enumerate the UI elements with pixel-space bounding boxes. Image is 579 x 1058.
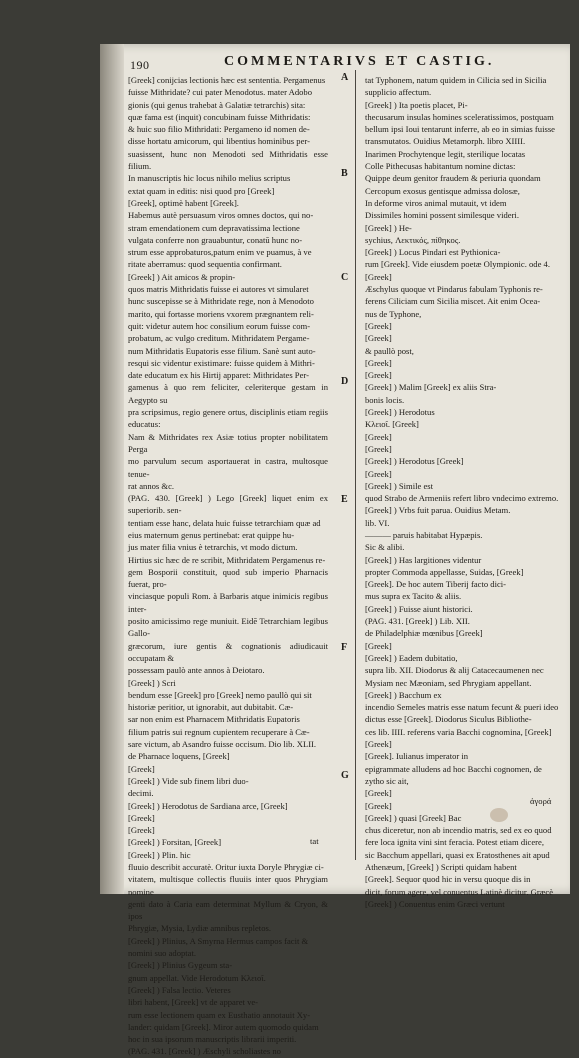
text-line: supplicio affectum. (365, 87, 432, 98)
text-line: bonis locis. (365, 394, 405, 405)
text-line: [Greek] ) Fuisse aiunt historici. (365, 603, 473, 614)
text-line: disse hortatu amicorum, qui libentius hominibus per- (128, 136, 310, 147)
text-line: fluuio describit accuratè. Oritur iuxta Doryle Phrygiæ ci- (128, 862, 324, 872)
margin-letter: D (341, 376, 349, 387)
text-line: tat Typhonem, natum quidem in Cilicia sed in Sicilia (365, 75, 547, 85)
text-line: Nam & Mithridates rex Asiæ totius propter nobilitatem Perga (128, 431, 328, 454)
text-line: filium patris sui regnum cupientem recuperare à Cæ- (128, 726, 310, 737)
text-line: posito amicissimo rege muniuit. Eidē Tetrarchiam legibus Gallo- (128, 616, 328, 639)
text-line: [Greek] ) Has largitiones videntur (365, 554, 482, 565)
text-line: [Greek] conijcias lectionis hæc est sententia. Pergamenus (128, 75, 326, 85)
text-line: Phrygiæ, Mysia, Lydiæ amnibus repletos. (128, 923, 271, 934)
margin-letter: A (341, 72, 349, 83)
text-line: [Greek] ) Plinius Gygeum sta- (128, 960, 233, 971)
text-line: græcorum, iure gentis & cognationis adiudicauit occupatam & (128, 640, 328, 663)
text-line: (PAG. 431. [Greek] ) Æschyli scholiastes no (128, 1046, 281, 1057)
text-line: libri habent, [Greek] vt de apparet ve- (128, 997, 259, 1008)
text-line: [Greek] ) Herodotus de Sardiana arce, [Greek] (128, 800, 288, 811)
text-line: rum esse lectionem quam ex Eusthatio annotauit Xy- (128, 1009, 311, 1020)
text-line: [Greek] ) Conuentus enim Græci vertunt (365, 898, 505, 909)
text-line: quos matris Mithridatis fuisse ei autores vt simularet (128, 284, 309, 295)
text-line: de Pharnace loquens, [Greek] (128, 751, 230, 762)
text-line: de Philadelphiæ mœnibus [Greek] (365, 628, 483, 639)
text-line: nus de Typhone, (365, 308, 422, 319)
text-line: & paullò post, (365, 345, 414, 356)
text-line: historiæ peritior, ut ignorabit, aut dubitabit. Cæ- (128, 702, 294, 713)
text-line: [Greek] ) Plin. hic (128, 849, 191, 860)
text-line: [Greek] (128, 825, 155, 836)
text-line: suasissent, hunc non Menodoti sed Mithridatis esse filium. (128, 148, 328, 172)
text-line: ——— paruis habitabat Hypæpis. (365, 529, 483, 540)
text-line: num Mithridatis Eupatoris esse filium. Sanè sunt auto- (128, 345, 316, 356)
page-gutter (100, 44, 124, 894)
text-line: Κλειοῖ. [Greek] (365, 419, 419, 430)
text-line: [Greek] ) Simile est (365, 480, 434, 491)
text-line: ritate aberramus: quod sequentia confirmant. (128, 259, 282, 270)
text-line: gionis (qui genus trahebat à Galatiæ tetrarchis) sita: (128, 99, 306, 110)
text-line: mus supra ex Tacito & aliis. (365, 591, 462, 602)
text-line: [Greek] ) Ait amicos & propin- (128, 271, 236, 282)
text-line: Cercopum exosus gentisque admissa dolosæ, (365, 185, 520, 196)
left-catchword: tat (310, 836, 319, 846)
text-line: quit: videtur autem hoc consilium eorum fuisse com- (128, 320, 311, 331)
text-line: thecusarum insulas homines sceleratissimos, postquam (365, 111, 554, 122)
margin-letter: E (341, 494, 348, 505)
text-line: Æschylus quoque vt Pindarus fabulam Typhonis re- (365, 284, 543, 295)
left-column (128, 74, 328, 1057)
text-line: [Greek] ) Bacchum ex (365, 689, 442, 700)
text-line: [Greek] ) Eadem dubitatio, (365, 652, 458, 663)
text-line: [Greek] (365, 333, 392, 344)
text-line: dicit, forum agere, vel conuentus Latinè dicitur. Græcè (365, 886, 554, 897)
text-line: Dissimiles homini possent similesque videri. (365, 210, 519, 221)
text-line: sychius, Λεκτικός, πίθηκος. (365, 234, 461, 245)
text-line: gem Bosporii constituit, quod sub imperio Pharnacis fuerat, pro- (128, 566, 328, 590)
text-line: & huic suo filio Mithridati: Pergameno id nomen de- (128, 124, 310, 135)
text-line: [Greek] (365, 271, 392, 282)
text-line: marito, qui fortasse moriens vxorem prægnantem reli- (128, 308, 314, 319)
text-line: [Greek] ) Falsa lectio. Veteres (128, 984, 231, 995)
text-line: extat quam in editis: nisi quod pro [Greek] (128, 185, 275, 196)
text-line: vinciasque populi Rom. à Barbaris atque inimicis regibus inter- (128, 591, 328, 614)
text-line: date educatum ex his Hirtij apparet: Mithridates Per- (128, 370, 309, 381)
text-line: chus diceretur, non ab incendio matris, sed ex eo quod (365, 825, 552, 836)
text-line: tentiam esse hanc, delata huic fuisse tetrarchiam quæ ad (128, 517, 321, 528)
text-line: bellum ipsi Ioui tentarunt inferre, ab eo in simias fuisse (365, 124, 555, 135)
margin-letter: C (341, 272, 349, 283)
text-line: probatum, ac vulgo creditum. Mithridatem Pergame- (128, 333, 310, 344)
text-line: [Greek] (365, 370, 392, 381)
text-line: dictus esse [Greek]. Diodorus Siculus Bibliothe- (365, 714, 532, 725)
text-line: sic Bacchum appellari, quasi ex Eratosthenes ait apud (365, 849, 550, 860)
text-line: ces lib. IIII. referens varia Bacchi cognomina, [Greek] (365, 726, 552, 737)
text-line: [Greek] ) Vrbs fuit parua. Ouidius Metam. (365, 505, 511, 516)
text-line: Quippe deum genitor fraudem & periuria quondam (365, 173, 541, 184)
text-line: quæ fama est (inquit) concubinam fuisse Mithridatis: (128, 111, 311, 122)
text-line: fuisse Mithridate? cui pater Menodotus. mater Adobo (128, 87, 313, 98)
right-catchword: ἀγορά (530, 796, 552, 806)
text-line: stram emendationem cum depravatissima lectione (128, 222, 300, 233)
text-line: lander: quidam [Greek]. Miror autem quomodo quidam (128, 1021, 319, 1032)
text-line: ferens Ciliciam cum Sicilia miscet. Ait enim Ocea- (365, 296, 541, 307)
text-line: vulgata conferre non grauabuntur, conatū hunc no- (128, 234, 303, 245)
text-line: [Greek] (365, 431, 392, 442)
margin-letter: G (341, 770, 349, 781)
page-number: 190 (130, 58, 150, 72)
text-line: [Greek] (365, 443, 392, 454)
text-line: [Greek] ) Malim [Greek] ex aliis Stra- (365, 382, 497, 393)
text-line: [Greek] ) Herodotus (365, 407, 435, 418)
text-line: [Greek] (365, 800, 392, 811)
text-line: transmutatos. Ouidius Metamorph. libro XIIII. (365, 136, 526, 147)
text-line: sar non enim est Pharnacem Mithridatis Eupatoris (128, 714, 300, 725)
text-line: [Greek] ) Forsitan, [Greek] (128, 837, 222, 848)
running-head: COMMENTARIVS ET CASTIG. (224, 54, 495, 69)
text-line: [Greek] ) Scri (128, 677, 176, 688)
text-line: Inarimen Prochytenque legit, sterilique locatas (365, 148, 526, 159)
text-line: Athenæum, [Greek] ) Scripti quidam habent (365, 862, 517, 872)
text-line: [Greek]. Sequor quod hic in versu quoque dis in (365, 874, 531, 885)
text-line: gamenus à quo rem feliciter, celeriterque gestam in Aegypto su (128, 382, 328, 405)
text-line: [Greek] (365, 468, 392, 479)
text-line: supra lib. XII. Diodorus & alij Catacecaumenen nec (365, 665, 544, 676)
text-line: Colle Pithecusas habitantum nomine dictas: (365, 161, 516, 172)
text-line: Mysiam nec Mæoniam, sed Phrygiam appellant. (365, 677, 532, 688)
text-line: [Greek]. Iulianus imperator in (365, 751, 469, 762)
text-line: sare victum, ab Asandro fuisse occisum. Dio lib. XLII. (128, 739, 317, 750)
text-line: [Greek] (365, 320, 392, 331)
text-line: [Greek] ) Ita poetis placet, Pi- (365, 99, 468, 110)
text-line: possessam paulò ante annos à Deiotaro. (128, 665, 265, 676)
text-line: [Greek] (128, 763, 155, 774)
text-line: gnum appellat. Vide Herodotum Κλειοῖ. (128, 972, 266, 983)
text-line: pra scripsimus, regio genere ortus, disciplinis etiam regiis educatus: (128, 407, 328, 430)
text-line: incendio Semeles matris esse natum fecunt & pueri ideo (365, 702, 559, 713)
text-line: [Greek], optimè habent [Greek]. (128, 197, 239, 208)
text-line: mo parvulum secum asportauerat in castra, multosque tenue- (128, 456, 328, 479)
text-line: genti dato à Caria eam determinat Myllum & Cryon, & ipos (128, 898, 328, 922)
text-line: [Greek] (365, 640, 392, 651)
text-line: Habemus autè persuasum viros omnes doctos, qui no- (128, 210, 314, 221)
text-line: In deforme viros animal mutauit, vt idem (365, 197, 507, 208)
text-line: propter Commoda appellasse, Suidas, [Greek] (365, 566, 524, 577)
margin-letter: B (341, 168, 348, 179)
text-line: strum esse approbaturos,patum enim ve puamus, à ve (128, 247, 312, 258)
text-line: [Greek] ) Herodotus [Greek] (365, 456, 464, 467)
text-line: fere loca ignita vini sint feracia. Potest etiam dicere, (365, 837, 544, 848)
text-line: Hirtius sic hæc de re scribit, Mithridatem Pergamenus re- (128, 554, 326, 565)
text-line: [Greek] ) He- (365, 222, 412, 233)
text-line: rum [Greek]. Vide eiusdem poetæ Olympionic. ode 4. (365, 259, 551, 270)
text-line: hoc in sua ipsorum manuscriptis librarii imperiti. (128, 1034, 297, 1045)
paper-stain (490, 808, 508, 822)
text-line: [Greek] (365, 357, 392, 368)
text-line: (PAG. 430. [Greek] ) Lego [Greek] liquet enim ex superiorib. sen- (128, 493, 328, 516)
text-line: Sic & alibi. (365, 542, 405, 553)
margin-letters (337, 70, 359, 870)
text-line: quod Strabo de Armeniis refert libro vndecimo extremo. (365, 493, 559, 504)
text-line: [Greek] (128, 812, 155, 823)
text-line: epigrammate alludens ad hoc Bacchi cognomen, de (365, 763, 542, 774)
text-line: [Greek] (365, 739, 392, 750)
text-line: jus mater filia vnius è tetrarchis, vt modo dictum. (128, 542, 298, 553)
text-line: zytho sic ait, (365, 775, 409, 786)
text-line: lib. VI. (365, 517, 390, 528)
text-line: eius maternum genus pertinebat: erat quippe hu- (128, 529, 295, 540)
text-line: [Greek]. De hoc autem Tiberij facto dici- (365, 579, 507, 590)
text-line: (PAG. 431. [Greek] ) Lib. XII. (365, 616, 470, 627)
text-line: [Greek] ) Plinius, A Smyrna Hermus campos facit & (128, 935, 309, 946)
text-line: [Greek] ) Vide sub finem libri duo- (128, 775, 249, 786)
text-line: [Greek] ) Locus Pindari est Pythionica- (365, 247, 501, 258)
margin-letter: F (341, 642, 348, 653)
text-line: [Greek] (365, 788, 392, 799)
text-line: [Greek] ) quasi [Greek] Bac (365, 812, 462, 823)
text-line: nomini suo adoptat. (128, 948, 197, 959)
text-line: rat annos &c. (128, 480, 175, 491)
text-line: In manuscriptis hic locus nihilo melius scriptus (128, 173, 291, 184)
text-line: decimi. (128, 788, 154, 799)
text-line: resqui sic videntur existimare: fuisse quidem à Mithri- (128, 357, 315, 368)
text-line: bendum esse [Greek] pro [Greek] nemo paullò qui sit (128, 689, 312, 700)
text-line: vitatem, multisque collectis fluuiis inter quos Phrygiam nomine (128, 874, 328, 897)
text-line: hunc suscepisse se à Mithridate rege, non à Menodoto (128, 296, 314, 307)
